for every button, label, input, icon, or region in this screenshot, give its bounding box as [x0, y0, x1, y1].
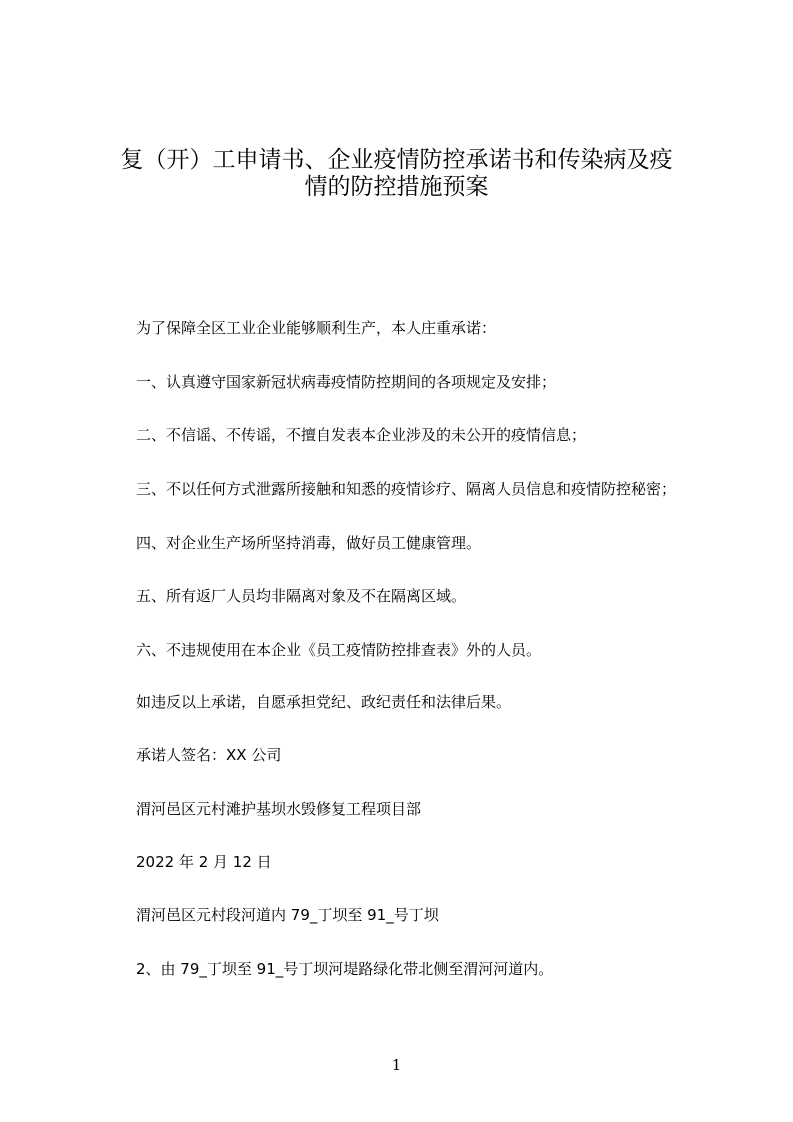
document-date: 2022 年 2 月 12 日 [136, 853, 272, 871]
paragraph-item-3: 三、不以任何方式泄露所接触和知悉的疫情诊疗、隔离人员信息和疫情防控秘密； [136, 480, 677, 498]
page-number: 1 [391, 1056, 402, 1074]
paragraph-item-2: 二、不信谣、不传谣，不擅自发表本企业涉及的未公开的疫情信息； [136, 426, 587, 444]
project-location: 渭河邑区元村段河道内 79_丁坝至 91_号丁坝 [136, 906, 439, 924]
document-title-line-1: 复（开）工申请书、企业疫情防控承诺书和传染病及疫 [120, 147, 673, 173]
signature-line: 承诺人签名：XX 公司 [136, 746, 282, 764]
paragraph-liability: 如违反以上承诺，自愿承担党纪、政纪责任和法律后果。 [136, 693, 512, 711]
document-title-line-2: 情的防控措施预案 [304, 174, 489, 200]
paragraph-item-4: 四、对企业生产场所坚持消毒，做好员工健康管理。 [136, 534, 482, 552]
paragraph-scope: 2、由 79_丁坝至 91_号丁坝河堤路绿化带北侧至渭河河道内。 [136, 960, 554, 978]
paragraph-item-1: 一、认真遵守国家新冠状病毒疫情防控期间的各项规定及安排； [136, 373, 557, 391]
project-department: 渭河邑区元村滩护基坝水毁修复工程项目部 [136, 800, 422, 818]
paragraph-intro: 为了保障全区工业企业能够顺利生产，本人庄重承诺： [136, 319, 497, 337]
paragraph-item-5: 五、所有返厂人员均非隔离对象及不在隔离区域。 [136, 587, 467, 605]
paragraph-item-6: 六、不违规使用在本企业《员工疫情防控排查表》外的人员。 [136, 641, 542, 659]
